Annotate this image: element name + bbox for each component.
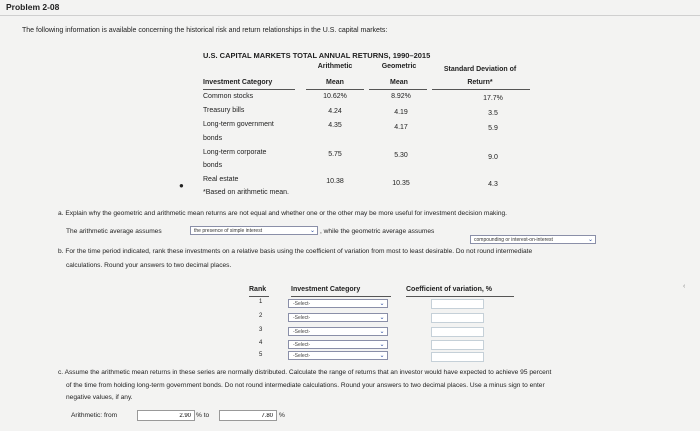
- part-a-text2: , while the geometric average assumes: [320, 228, 435, 235]
- bullet-marker: ●: [179, 181, 184, 190]
- investment-category-header: Investment Category: [291, 286, 361, 293]
- row-sd: 4.3: [488, 181, 498, 188]
- header-category: Investment Category: [203, 79, 273, 86]
- problem-title: Problem 2-08: [6, 2, 60, 12]
- part-b-question-1: b. For the time period indicated, rank these investments on a relative basis using the coefficient of variation from most to least desirable. Do not round intermediate: [58, 248, 533, 255]
- chevron-down-icon: ⌄: [379, 342, 385, 348]
- header-arith-2: Mean: [326, 79, 344, 86]
- header-rule: [306, 89, 364, 90]
- chevron-down-icon: ⌄: [379, 329, 385, 335]
- header-geo-2: Mean: [390, 79, 408, 86]
- part-c-question-3: negative values, if any.: [66, 394, 133, 401]
- rank-3-cv-input[interactable]: [431, 327, 484, 337]
- cursor-icon: ‹: [683, 283, 686, 290]
- row-sd: 9.0: [488, 154, 498, 161]
- part-c-question-1: c. Assume the arithmetic mean returns in these series are normally distributed. Calculate the range of returns that an investor would have expected to achieve 95 percent: [58, 369, 552, 376]
- row-arith: 5.75: [328, 151, 342, 158]
- row-category-line2: bonds: [203, 162, 223, 169]
- row-geo: 5.30: [394, 152, 408, 159]
- intro-text: The following information is available concerning the historical risk and return relationships in the U.S. capital markets:: [22, 27, 388, 34]
- header-rule: [369, 89, 427, 90]
- rank-number: 1: [259, 299, 263, 305]
- rank-number: 5: [259, 352, 263, 358]
- header-rule: [406, 296, 514, 297]
- header-geo-1: Geometric: [381, 63, 417, 70]
- rank-1-category-select[interactable]: [288, 299, 388, 308]
- row-category: Common stocks: [203, 93, 254, 100]
- rank-1-cv-input[interactable]: [431, 299, 484, 309]
- range-to-input[interactable]: [219, 410, 277, 421]
- percent-sign: %: [279, 412, 285, 419]
- rank-2-category-select[interactable]: [288, 313, 388, 322]
- row-geo: 8.92%: [391, 93, 411, 100]
- row-category: Treasury bills: [203, 107, 245, 114]
- row-sd: 17.7%: [483, 95, 503, 102]
- header-rule: [291, 296, 391, 297]
- rank-number: 4: [259, 340, 263, 346]
- row-geo: 10.35: [392, 180, 410, 187]
- chevron-down-icon: ⌄: [379, 301, 385, 307]
- header-sd-1: Standard Deviation of: [443, 66, 517, 73]
- select-value: compounding or interest-on-interest: [474, 237, 553, 243]
- row-category: Long-term government: [203, 121, 274, 128]
- row-sd: 3.5: [488, 110, 498, 117]
- table-footnote: *Based on arithmetic mean.: [203, 189, 289, 196]
- rank-2-cv-input[interactable]: [431, 313, 484, 323]
- row-arith: 10.62%: [323, 93, 347, 100]
- title-divider: [0, 15, 700, 16]
- header-arith-1: Arithmetic: [317, 63, 353, 70]
- row-geo: 4.19: [394, 109, 408, 116]
- simple-interest-select[interactable]: [190, 226, 318, 235]
- rank-3-category-select[interactable]: [288, 327, 388, 336]
- row-category: Long-term corporate: [203, 149, 267, 156]
- coefficient-of-variation-header: Coefficient of variation, %: [406, 286, 492, 293]
- chevron-down-icon: ⌄: [587, 237, 593, 243]
- select-value: -Select-: [293, 301, 311, 307]
- part-b-question-2: calculations. Round your answers to two decimal places.: [66, 262, 232, 269]
- select-value: -Select-: [293, 342, 311, 348]
- chevron-down-icon: ⌄: [379, 315, 385, 321]
- row-sd: 5.9: [488, 125, 498, 132]
- select-value: the presence of simple interest: [194, 228, 263, 234]
- rank-4-category-select[interactable]: [288, 340, 388, 349]
- chevron-down-icon: ⌄: [309, 228, 315, 234]
- row-arith: 4.24: [328, 108, 342, 115]
- part-a-text1: The arithmetic average assumes: [66, 228, 162, 235]
- rank-number: 2: [259, 313, 263, 319]
- header-rule: [432, 89, 530, 90]
- part-c-question-2: of the time from holding long-term government bonds. Do not round intermediate calculations. Round your answers to two decimal places. Use a minus sign to enter: [66, 382, 545, 389]
- header-sd-2: Return*: [467, 79, 493, 86]
- select-value: -Select-: [293, 329, 311, 335]
- rank-5-category-select[interactable]: [288, 351, 388, 360]
- chevron-down-icon: ⌄: [379, 353, 385, 359]
- row-category-line2: bonds: [203, 135, 223, 142]
- header-rule: [203, 89, 295, 90]
- select-value: -Select-: [293, 315, 311, 321]
- rank-number: 3: [259, 327, 263, 333]
- header-rule: [249, 296, 269, 297]
- part-a-question: a. Explain why the geometric and arithmetic mean returns are not equal and whether one or the other may be more useful for investment decision making.: [58, 210, 507, 217]
- rank-4-cv-input[interactable]: [431, 340, 484, 350]
- compounding-select[interactable]: [470, 235, 596, 244]
- row-geo: 4.17: [394, 124, 408, 131]
- rank-5-cv-input[interactable]: [431, 352, 484, 362]
- range-label: Arithmetic: from: [71, 412, 118, 419]
- row-arith: 10.38: [326, 178, 344, 185]
- rank-header: Rank: [249, 286, 267, 293]
- range-to-label: % to: [196, 412, 210, 419]
- table-title: U.S. CAPITAL MARKETS TOTAL ANNUAL RETURNS, 1990–2015: [203, 51, 431, 60]
- select-value: -Select-: [293, 353, 311, 359]
- range-from-input[interactable]: [137, 410, 195, 421]
- row-category: Real estate: [203, 176, 239, 183]
- row-arith: 4.35: [328, 122, 342, 129]
